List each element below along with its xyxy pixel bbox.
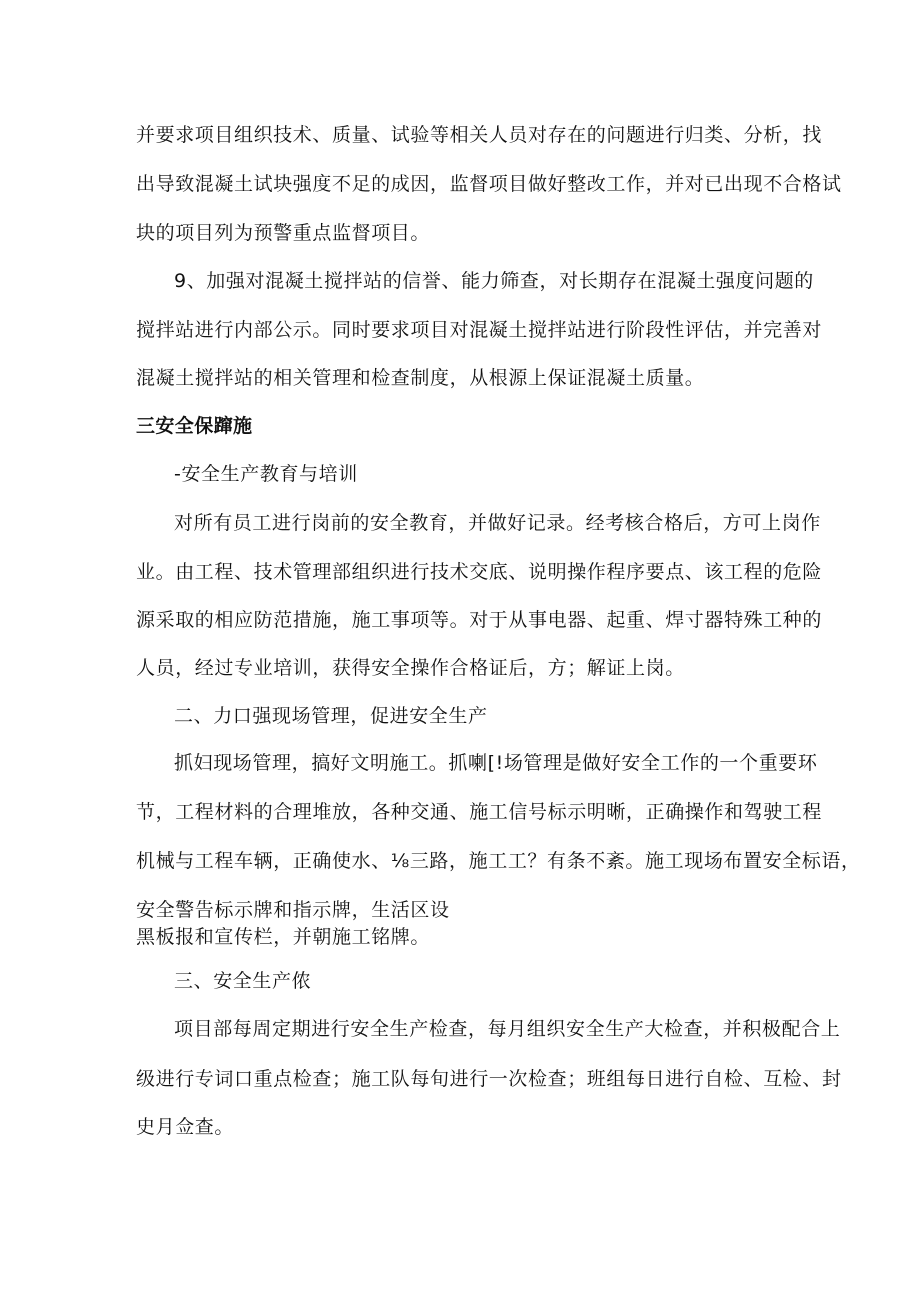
paragraph-start-line: 对所有员工进行岗前的安全教育，并做好记录。经考核合格后，方可上岗作 <box>174 512 821 534</box>
body-text-line: 并要求项目组织技术、质量、试验等相关人员对存在的问题进行归类、分析，找 <box>136 124 823 146</box>
body-text-line: 安全警告标示牌和指示牌，生活区设 <box>136 899 450 921</box>
body-text-line: 节，工程材料的合理堆放，各种交通、施工信号标示明晰，正确操作和驾驶工程 <box>136 801 823 823</box>
body-text-line: 源采取的相应防范措施，施工事项等。对于从事电器、起重、焊寸器特殊工种的 <box>136 609 823 631</box>
paragraph-start-line: 抓妇现场管理，搞好文明施工。抓喇[!场管理是做好安全工作的一个重要环 <box>174 752 818 774</box>
subsection-heading: 三、安全生产侬 <box>174 970 312 992</box>
body-text-line: 机械与工程车辆，正确使水、⅛三路，施工工？有条不紊。施工现场布置安全标语， <box>136 850 861 872</box>
subsection-heading: -安全生产教育与培训 <box>174 463 358 485</box>
body-text-line: 出导致混凝土试块强度不足的成因，监督项目做好整改工作，并对已出现不合格试 <box>136 173 842 195</box>
body-text-line: 史月佥查。 <box>136 1116 235 1138</box>
body-text-line: 人员，经过专业培训，获得安全操作合格证后，方；解证上岗。 <box>136 657 685 679</box>
body-text-line: 业。由工程、技术管理部组织进行技术交底、说明操作程序要点、该工程的危险 <box>136 561 823 583</box>
paragraph-start-line: 9、加强对混凝土搅拌站的信誉、能力筛查，对长期存在混凝土强度问题的 <box>174 270 814 292</box>
body-text-line: 黑板报和宣传栏，并朝施工铭牌。 <box>136 926 431 948</box>
body-text-line: 块的项目列为预警重点监督项目。 <box>136 222 431 244</box>
body-text-line: 搅拌站进行内部公示。同时要求项目对混凝土搅拌站进行阶段性评估，并完善对 <box>136 319 823 341</box>
subsection-heading: 二、力口强现场管理，促进安全生产 <box>174 705 488 727</box>
body-text-line: 混凝土搅拌站的相关管理和检查制度，从根源上保证混凝土质量。 <box>136 367 705 389</box>
section-heading: 三安全保蹿施 <box>136 415 253 437</box>
body-text-line: 级进行专词口重点检查；施工队每旬进行一次检查；班组每日进行自检、互检、封 <box>136 1068 842 1090</box>
paragraph-start-line: 项目部每周定期进行安全生产检查，每月组织安全生产大检查，并积极配合上 <box>174 1018 841 1040</box>
